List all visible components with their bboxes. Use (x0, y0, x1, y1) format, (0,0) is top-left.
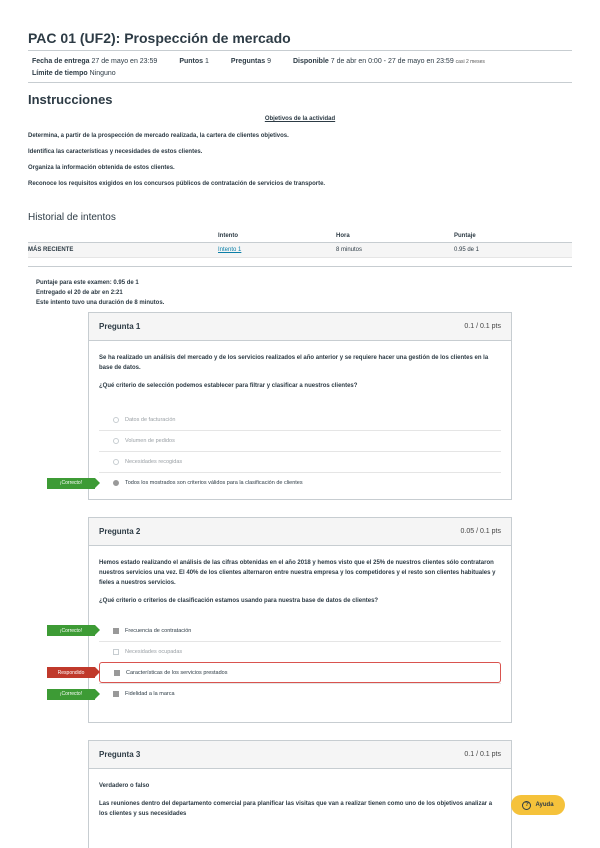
question-prompt: Las reuniones dentro del departamento comercial para planificar las visitas que van a realizar tienen como uno de los objetivos analizar a los clientes y sus necesidades (99, 801, 493, 817)
radio-icon (113, 417, 119, 423)
question-points: 0.1 / 0.1 pts (464, 323, 501, 330)
radio-icon (113, 480, 119, 486)
radio-icon (113, 459, 119, 465)
answer-option[interactable]: ¡Correcto! Todos los mostrados son criterios válidos para la clasificación de clientes (99, 472, 501, 493)
answer-option[interactable]: Necesidades recogidas (99, 451, 501, 472)
instructions-title: Instrucciones (28, 92, 113, 107)
question-text: Se ha realizado un análisis del mercado y de los servicios realizados el año anterior y se requiere hacer una gestión de los clientes en la base de datos. (99, 355, 489, 371)
question-card-1 (59, 312, 512, 500)
quiz-meta (32, 56, 507, 79)
attempt-time: 8 minutos (336, 243, 454, 258)
help-label: Ayuda (535, 802, 554, 808)
answer-option[interactable]: Volumen de pedidos (99, 430, 501, 451)
question-title: Pregunta 2 (99, 527, 141, 536)
attempt-score: 0.95 de 1 (454, 243, 572, 258)
checkbox-icon (114, 670, 120, 676)
instruction-line: Determina, a partir de la prospección de mercado realizada, la cartera de clientes objetivos. (28, 133, 289, 139)
history-header (28, 230, 218, 243)
checkbox-icon (113, 691, 119, 697)
correct-flag: ¡Correcto! (47, 625, 95, 636)
question-title: Pregunta 3 (99, 750, 141, 759)
objectives-title: Objetivos de la actividad (264, 116, 336, 122)
question-prompt: ¿Qué criterio o criterios de clasificación estamos usando para nuestra base de datos de clientes? (99, 598, 379, 604)
question-header (89, 518, 511, 546)
history-header: Hora (336, 230, 454, 243)
question-text: Verdadero o falso (99, 783, 150, 789)
attempt-link[interactable]: Intento 1 (218, 247, 242, 253)
question-card-2 (57, 517, 512, 723)
time-limit: Límite de tiempo Ninguno (32, 70, 116, 77)
question-text: Hemos estado realizando el análisis de las cifras obtenidas en el año 2018 y hemos visto que el 25% de nuestros clientes sólo contrataron nuestros servicios una vez. El 40% de los clientes alternaron entre nuestra empresa y los competidores y el resto son clientes habituales y fieles a nuestros servicios. (99, 560, 496, 586)
history-title: Historial de intentos (28, 212, 116, 223)
answer-option[interactable]: Necesidades ocupadas (99, 641, 501, 662)
duration-line: Este intento tuvo una duración de 8 minutos. (36, 300, 165, 306)
history-header: Puntaje (454, 230, 572, 243)
instruction-line: Reconoce los requisitos exigidos en los concursos públicos de contratación de servicios de transporte. (28, 181, 326, 187)
question-title: Pregunta 1 (99, 322, 141, 331)
question-header (89, 313, 511, 341)
meta-divider (28, 82, 572, 83)
correct-flag: ¡Correcto! (47, 689, 95, 700)
score-line: Puntaje para este examen: 0.95 de 1 (36, 280, 139, 286)
history-divider (28, 266, 572, 267)
submitted-line: Entregado el 20 de abr en 2:21 (36, 290, 123, 296)
help-button[interactable] (511, 795, 565, 815)
instruction-line: Organiza la información obtenida de estos clientes. (28, 165, 175, 171)
history-row-label: MÁS RECIENTE (28, 243, 218, 258)
answer-option[interactable]: ¡Correcto! Frecuencia de contratación (99, 620, 501, 641)
question-prompt: ¿Qué criterio de selección podemos establecer para filtrar y clasificar a nuestros clientes? (99, 383, 358, 389)
question-header (89, 741, 511, 769)
question-icon: ? (522, 801, 531, 810)
checkbox-icon (113, 628, 119, 634)
answered-flag: Respondido (47, 667, 95, 678)
history-table (28, 230, 572, 258)
instruction-line: Identifica las características y necesidades de estos clientes. (28, 149, 203, 155)
question-points: 0.05 / 0.1 pts (460, 528, 501, 535)
correct-flag: ¡Correcto! (47, 478, 95, 489)
radio-icon (113, 438, 119, 444)
question-points: 0.1 / 0.1 pts (464, 751, 501, 758)
points: Puntos 1 (179, 58, 209, 65)
due-date: Fecha de entrega 27 de mayo en 23:59 (32, 58, 158, 65)
question-card-3 (88, 740, 512, 848)
answer-option[interactable]: Respondido Características de los servicios prestados (99, 662, 501, 683)
checkbox-icon (113, 649, 119, 655)
answer-option[interactable]: ¡Correcto! Fidelidad a la marca (99, 683, 501, 704)
availability: Disponible 7 de abr en 0:00 - 27 de mayo en 23:59 casi 2 meses (293, 58, 485, 65)
attempt-summary (36, 278, 164, 308)
page-title: PAC 01 (UF2): Prospección de mercado (28, 30, 291, 46)
title-divider (28, 50, 572, 51)
questions-count: Preguntas 9 (230, 58, 271, 65)
table-row (28, 243, 572, 258)
history-header: Intento (218, 230, 336, 243)
answer-option[interactable]: Datos de facturación (99, 409, 501, 430)
